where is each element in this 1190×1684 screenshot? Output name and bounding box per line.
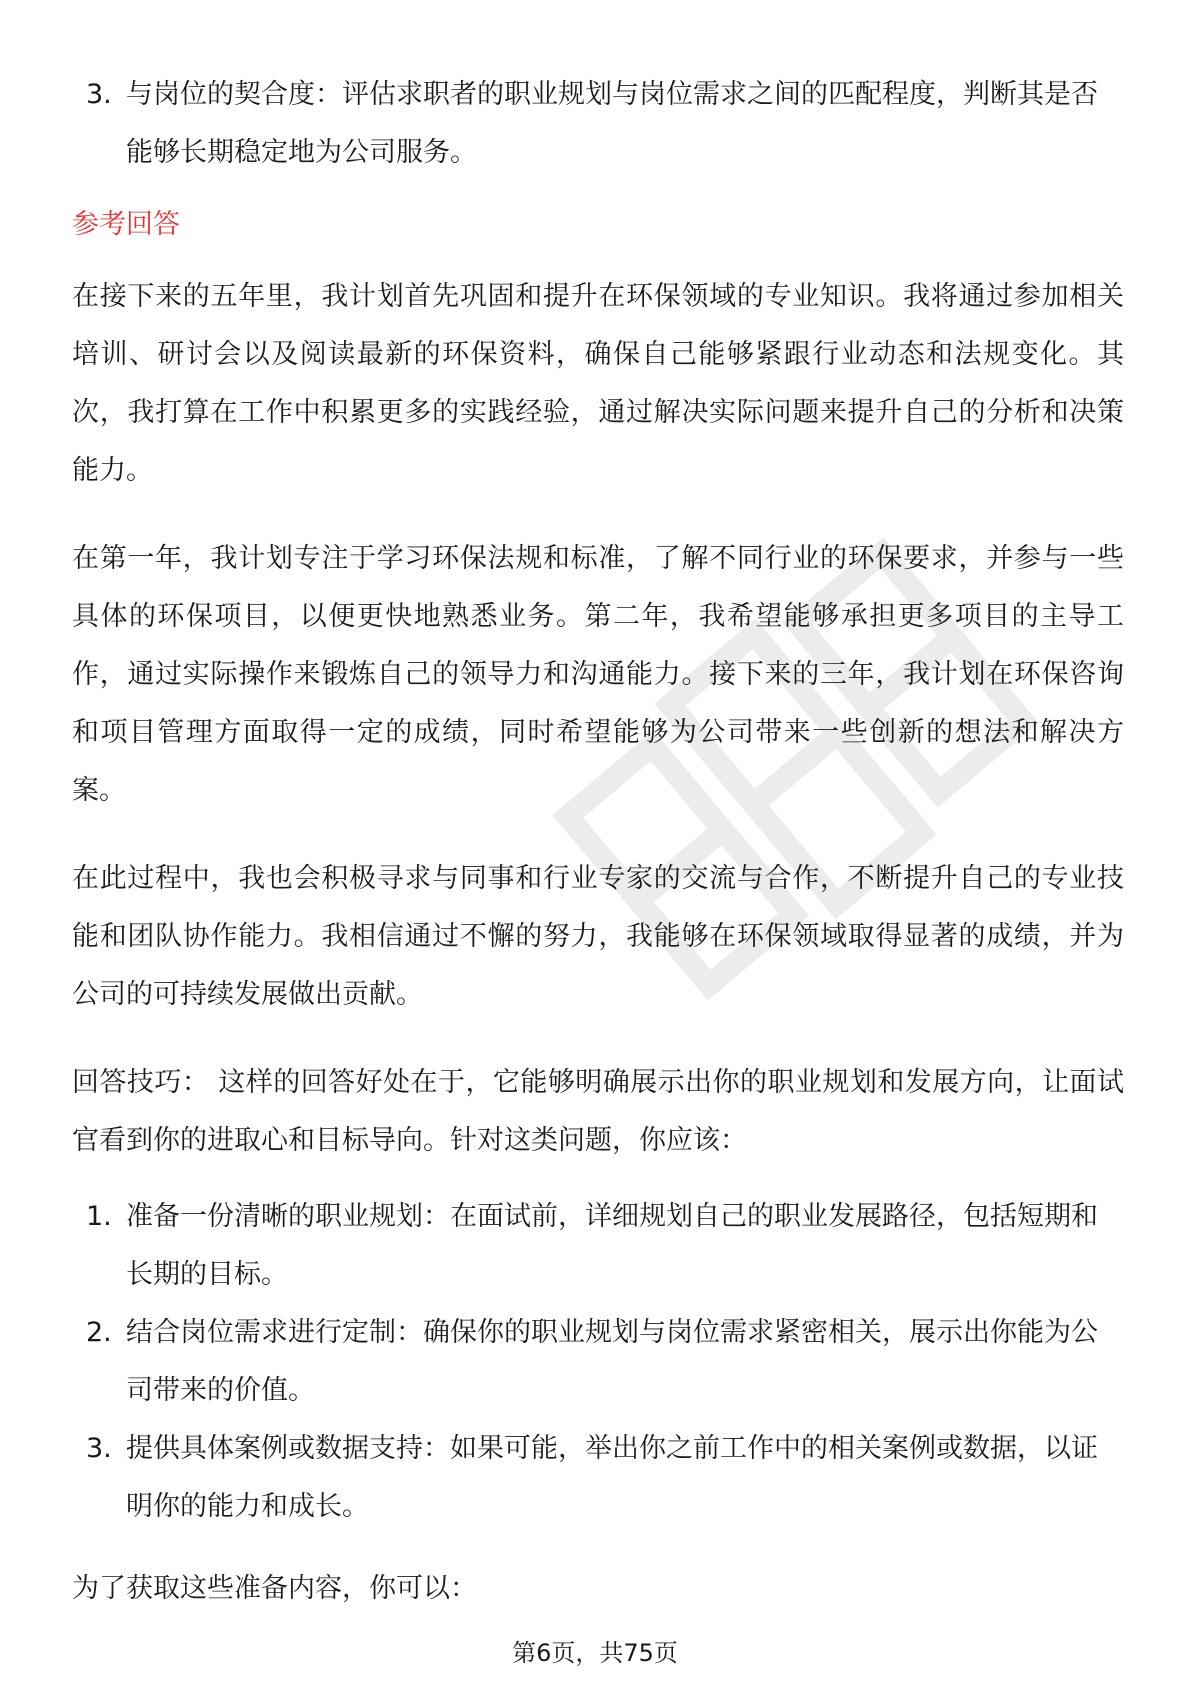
page-footer: 第6页，共75页 bbox=[512, 1639, 678, 1667]
list-item bbox=[72, 1304, 1124, 1420]
document-page bbox=[72, 66, 1124, 1648]
list-text: 准备一份清晰的职业规划：在面试前，详细规划自己的职业发展路径，包括短期和长期的目标。 bbox=[126, 1201, 1098, 1290]
closing-paragraph: 为了获取这些准备内容，你可以： bbox=[72, 1573, 477, 1604]
list-number: 1. bbox=[86, 1201, 112, 1232]
list-number: 3. bbox=[86, 1433, 112, 1464]
list-number: 3. bbox=[86, 79, 112, 110]
list-item bbox=[72, 1188, 1124, 1304]
section-heading: 参考回答 bbox=[72, 209, 180, 240]
tips-list bbox=[72, 1188, 1124, 1536]
list-number: 2. bbox=[86, 1317, 112, 1348]
list-item bbox=[72, 1420, 1124, 1536]
list-text: 与岗位的契合度：评估求职者的职业规划与岗位需求之间的匹配程度，判断其是否能够长期稳定地为公司服务。 bbox=[126, 79, 1098, 168]
paragraph: 在接下来的五年里，我计划首先巩固和提升在环保领域的专业知识。我将通过参加相关培训、研讨会以及阅读最新的环保资料，确保自己能够紧跟行业动态和法规变化。其次，我打算在工作中积累更多的实践经验，通过解决实际问题来提升自己的分析和决策能力。 bbox=[72, 281, 1124, 486]
list-text: 提供具体案例或数据支持：如果可能，举出你之前工作中的相关案例或数据，以证明你的能力和成长。 bbox=[126, 1433, 1098, 1522]
paragraph: 在此过程中，我也会积极寻求与同事和行业专家的交流与合作，不断提升自己的专业技能和团队协作能力。我相信通过不懈的努力，我能够在环保领域取得显著的成绩，并为公司的可持续发展做出贡献。 bbox=[72, 863, 1124, 1010]
paragraph: 在第一年，我计划专注于学习环保法规和标准，了解不同行业的环保要求，并参与一些具体的环保项目，以便更快地熟悉业务。第二年，我希望能够承担更多项目的主导工作，通过实际操作来锻炼自己的领导力和沟通能力。接下来的三年，我计划在环保咨询和项目管理方面取得一定的成绩，同时希望能够为公司带来一些创新的想法和解决方案。 bbox=[72, 543, 1124, 806]
list-item bbox=[72, 66, 1124, 182]
tips-paragraph: 回答技巧： 这样的回答好处在于，它能够明确展示出你的职业规划和发展方向，让面试官看到你的进取心和目标导向。针对这类问题，你应该： bbox=[72, 1067, 1124, 1156]
list-text: 结合岗位需求进行定制：确保你的职业规划与岗位需求紧密相关，展示出你能为公司带来的价值。 bbox=[126, 1317, 1098, 1406]
top-list bbox=[72, 66, 1124, 182]
